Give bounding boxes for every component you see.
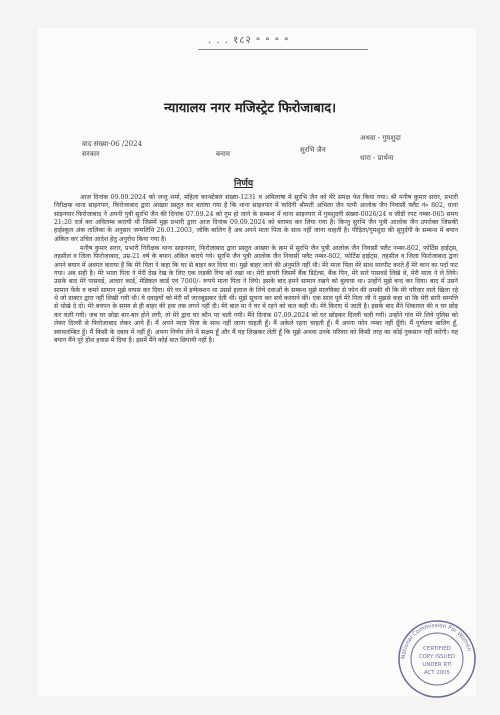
document-page [38, 28, 476, 696]
order-heading: निर्णय [234, 179, 254, 189]
girl-name: सुरभि जैन [300, 146, 326, 154]
stamp-line-3: UNDER RTI [422, 662, 452, 668]
top-strip-number: . . . १८२ ॰ ॰ ॰ ॰ [208, 35, 290, 46]
case-type: अथवा - गुमशुदा [360, 134, 401, 142]
party-sarkar: सरकार [82, 150, 100, 158]
paragraph-1: आज दिनांक 09.09.2024 को जन्तु शर्मा, महिला कान्स्टेबल संख्या-1231 व अमिलाषा मे सुरभि जैन को मेरे समक्ष पेश किया गया। श्री मनीष कुमार सरार, प्रभारी निरीक्षक थाना साइनपार, फिरोजाबाद द्वारा आख्या प्रस्तुत कर बताया गया है कि थाना साइनपार में वादिनी श्रीमती अभिला जैन पत्नी आलोक जैन निवासी फ्लैट नं० 802, धाना साइनपार फिरोजाबाद ने अपनी पुत्री सुरभि जैन की दिनांक 07.09.24 को गुम हो जाने के सम्बन्ध में थाना साइनपार में गुमशुदगी संख्या-0026/24 व जीडी रपट नम्बर-065 समय 21:20 दर्ज कर अविलम्ब करायी थी जिसमें मुझ प्रभारी द्वारा आज दिनांक 09.09.2024 को बरामद कर लिया गया है। किन्तु सुरभि जैन पुत्री आलोक जैन उपरोक्त जिसकी हाईस्कूल अंक तालिका के अनुसार जन्मतिथि 26.01.2003, जोकि बालिग है अब अपने माता पिता के साथ नहीं जाना चाहती है। पीड़िता/गुमशुदा की सुपुर्दगी के सम्बन्ध में बयान अंकित कर उचित आदेश हेतु अनुरोध किया गया है। [54, 194, 458, 243]
section-label: धारा - प्रार्थना [360, 154, 394, 162]
court-title: न्यायालय नगर मजिस्ट्रेट फिरोजाबाद। [163, 101, 337, 116]
stamp-ring-text: National Commission For Women [400, 622, 472, 660]
stamp-line-2: COPY ISSUED [418, 654, 456, 660]
paragraph-2: मनीष कुमार सरार, प्रभारी निरीक्षक थाना साइनपार, फिरोजाबाद द्वारा प्रस्तुत आख्या के क्रम में सुरभि जैन पुत्री आलोक जैन निवासी फ्लैट नम्बर-802, फोर्टिस हाईट्स, तहसील व जिला फिरोजाबाद, उम्र-21 वर्ष के बयान अंकित कराये गये। सुरभि जैन पुत्री आलोक जैन निवासी फ्लैट नम्बर-802, फोर्टिस हाईट्स, तहसील व जिला फिरोजाबाद द्वारा अपने बयान में अवगत कराया है कि मेरे पिता ने कहा कि घर से बाहर कर दिया था। मुझे बाहर जाने की अनुमति नहीं थी। मेरे माता पिता मेरे साथ मारपीट करते हैं मेरे कान का पर्दा फट गया। अब सही है। मेरे भाता पिता ने मेरी देख रेख के लिए एक लड़की रिया को रखा था। मेरी डायरी जिसमें बैंक डिटेल्स, बैंक पिन, मेरे सारे पासवर्ड लिखे थे, मेरी माता ने ले लिये। उसके बाद मेरे पासवर्ड, आधार कार्ड, मेडिकल कार्ड एवं 7000/- रूपये माता पिता ने लिये। इसके बाद हमने सामान रखने को बुलाया था। उन्होंने मुझे बन्द कर दिया। बाद में उसने सामान फेंके व कमरे सामान मुझे वापस कर दिया। मेरे घर में इन्फेक्शन था उससे इलाज के लिये दवाओं के सम्बन्ध मुझे मालविका से फोन की धमकी थी कि मेरे परिवार वाले खिला रहे थे जो डाक्टर द्वारा नहीं लिखी गयी थी। ये दवाइयों को मेरी माँ जानबूझकर देती थीं। मुझे सूचना कर सर्च करवाने की। एक साल पूर्व मेरे पिता जी ने मुझसे कहा था कि मेरी सारी सम्पत्ति से धोखे दे दो। मेरे बचपन के समय से ही बाहर की हवा तक लगने नहीं दी। मेरे बाल मा ने घर में रहने को बात कही थी। मेरे किराए में जाती है। इसके बाद मैंने शिकायत की व घर छोड़ कर चली गयी। जब घर छोड़ा बार-बार होने लगी, तो मेरे द्वारा घर कौन पर चली गयी। मैंने दिनांक 07.09.2024 को घर छोड़कर दिल्ली चली गयी। उन्होंने गांव मेरे लिये पुलिस को लेकर दिल्ली से फिरोजाबाद लेकर आये हैं। मैं अपने माता पिता के साथ नहीं जाना चाहती हूँ। मैं अकेले रहना चाहती हूँ। मैं अपना फोन नम्बर नहीं दूँगी। मैं पूर्णतया बालिग हूँ, स्वावलम्बित हूँ। मैं किसी के दबाव में नहीं हूँ। अपना निर्णय लेने में सक्षम हूँ और मैं यह लिखकर लेती हूँ कि मुझे अथवा उनके परिवार को किसी तरह का कोई नुकसान नहीं करेंगी। यह बयान मैंने पूरे होश हवास में दिया है। इसमें मैंने कोई बात छिपायी नहीं है। [54, 245, 458, 344]
case-number: वाद संख्या-06 /2024 [82, 140, 143, 148]
certification-stamp [396, 618, 478, 700]
divider [198, 49, 368, 50]
order-body [54, 194, 458, 346]
stamp-line-1: CERTIFIED [423, 646, 451, 652]
stamp-line-4: ACT 2005 [423, 670, 451, 676]
versus-label: बनाम [216, 150, 230, 158]
